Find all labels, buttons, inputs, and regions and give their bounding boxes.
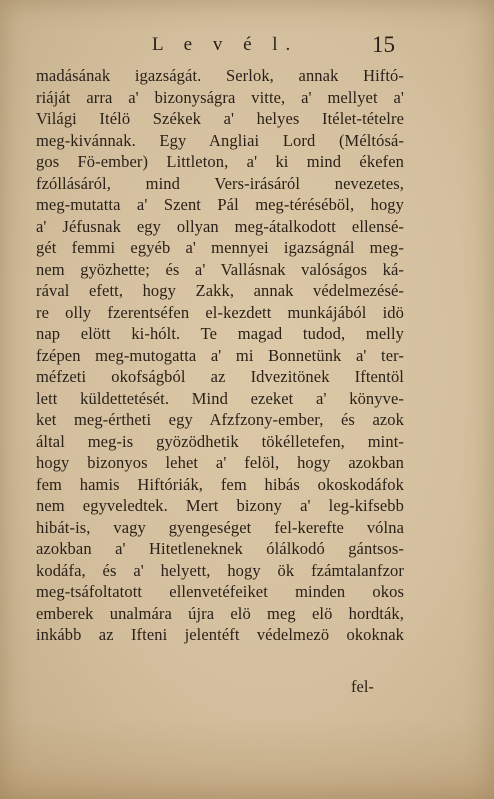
text-line: lett küldettetését. Mind ezeket a' könyve- [36, 388, 404, 408]
text-line: nem egyveledtek. Mert bizony a' leg-kifsebb [36, 496, 404, 515]
text-line: ket meg-értheti egy Afzfzony-ember, és azok [36, 410, 404, 429]
text-line: riáját arra a' bizonyságra vitte, a' mellyet a' [36, 87, 404, 107]
text-line: hibát-is, vagy gyengeséget fel-kerefte vólna [36, 517, 404, 537]
text-line: madásának igazságát. Serlok, annak Hiftó- [36, 66, 404, 85]
text-line: meg-mutatta a' Szent Pál meg-téréséböl, hogy [36, 195, 404, 214]
text-line: hogy bizonyos lehet a' felöl, hogy azokban [36, 453, 404, 472]
text-line: gos Fö-ember) Littleton, a' ki mind ékefen [36, 152, 404, 171]
catchword: fel- [351, 677, 374, 696]
text-line: meg-kivánnak. Egy Angliai Lord (Méltósá- [36, 130, 404, 150]
text-line: azokban a' Hitetleneknek ólálkodó gántsos- [36, 539, 404, 558]
text-line: fem hamis Hiftóriák, fem hibás okoskodáfok [36, 474, 404, 494]
text-line: rával efett, hogy Zakk, annak védelmezésé- [36, 281, 404, 300]
text-line: inkább az Ifteni jelentéft védelmezö okoknak [36, 625, 404, 644]
paper-stain [0, 719, 494, 799]
page-number: 15 [372, 32, 395, 57]
text-line: re olly fzerentséfen el-kezdett munkájából idö [36, 302, 404, 322]
text-line: a' Jéfusnak egy ollyan meg-átalkodott ellensé- [36, 216, 404, 236]
body-text [36, 65, 404, 646]
text-line: nap elött ki-hólt. Te magad tudod, melly [36, 324, 404, 343]
text-line: kodáfa, és a' helyett, hogy ök fzámtalanfzor [36, 560, 404, 580]
text-line: fzépen meg-mutogatta a' mi Bonnetünk a' ter- [36, 345, 404, 365]
running-head-title: L e v é l. [152, 34, 299, 55]
running-head [0, 30, 494, 60]
text-line: által meg-is gyözödhetik tökélletefen, mint- [36, 431, 404, 451]
text-line: nem gyözhette; és a' Vallásnak valóságos ká- [36, 259, 404, 279]
text-line: gét femmi egyéb a' mennyei igazságnál meg- [36, 238, 404, 257]
text-line: meg-tsáfoltatott ellenvetéfeiket minden okos [36, 582, 404, 601]
text-line: méfzeti okofságból az Idvezitönek Iftentöl [36, 367, 404, 386]
text-line: emberek unalmára újra elö meg elö hordták, [36, 603, 404, 623]
text-line: fzóllásáról, mind Vers-irásáról nevezetes, [36, 173, 404, 193]
text-line: Világi Itélö Székek a' helyes Itélet-tételre [36, 109, 404, 128]
